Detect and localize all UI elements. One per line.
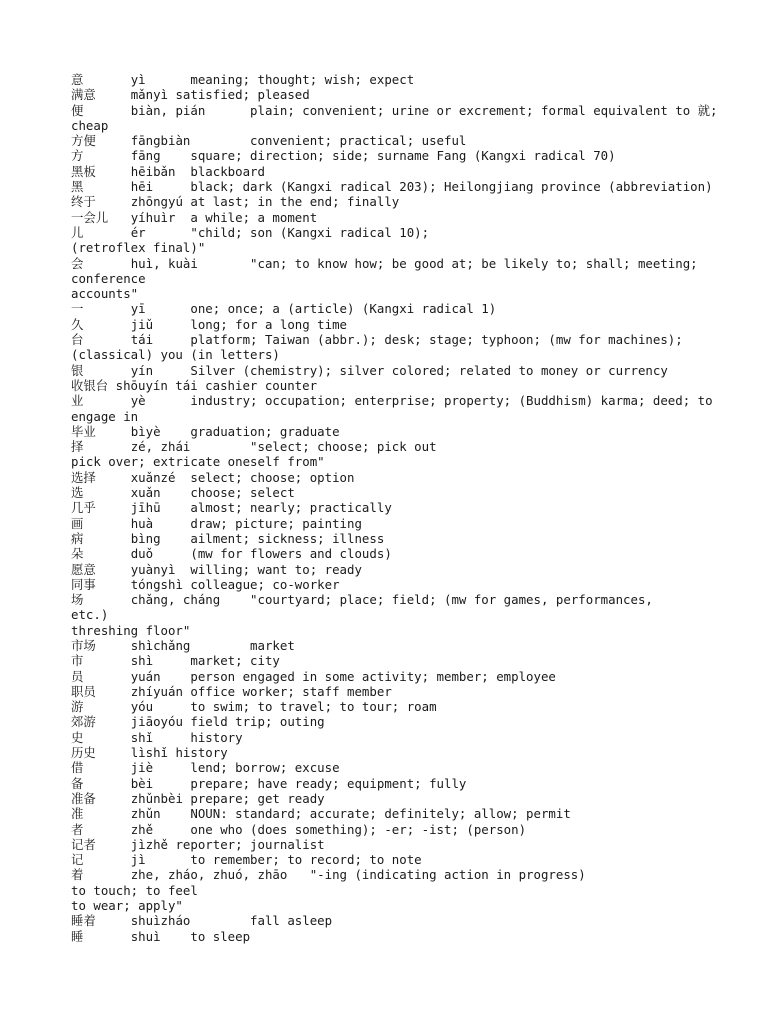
vocab-line: pick over; extricate oneself from" xyxy=(71,454,325,470)
vocab-line: 几乎 jīhū almost; nearly; practically xyxy=(71,500,392,516)
vocab-line: 睡 shuì to sleep xyxy=(71,928,251,944)
vocab-line: 会 huì, kuài "can; to know how; be good at; be likely to; shall; meeting; xyxy=(71,255,698,271)
vocab-line: 病 bìng ailment; sickness; illness xyxy=(71,530,385,546)
vocab-line: 员 yuán person engaged in some activity; member; employee xyxy=(71,668,556,684)
vocab-line: 业 yè industry; occupation; enterprise; property; (Buddhism) karma; deed; to xyxy=(71,393,713,409)
vocab-line: 准备 zhǔnbèi prepare; get ready xyxy=(71,790,325,806)
vocab-line: conference xyxy=(71,270,146,286)
vocab-line: to touch; to feel xyxy=(71,882,198,898)
vocab-line: 郊游 jiāoyóu field trip; outing xyxy=(71,714,325,730)
vocab-line: 黑板 hēibǎn blackboard xyxy=(71,163,265,179)
vocab-line: 备 bèi prepare; have ready; equipment; fully xyxy=(71,775,467,791)
vocab-line: 一 yī one; once; a (article) (Kangxi radical 1) xyxy=(71,301,497,317)
vocab-line: (retroflex final)" xyxy=(71,240,206,256)
vocab-line: 一会儿 yíhuìr a while; a moment xyxy=(71,209,318,225)
vocab-line: 便 biàn, pián plain; convenient; urine or excrement; formal equivalent to 就; xyxy=(71,102,718,118)
vocab-line: 选择 xuǎnzé select; choose; option xyxy=(71,469,355,485)
vocab-line: cheap xyxy=(71,117,109,133)
vocab-line: (classical) you (in letters) xyxy=(71,347,280,363)
vocab-line: 择 zé, zhái "select; choose; pick out xyxy=(71,439,437,455)
vocab-line: 台 tái platform; Taiwan (abbr.); desk; stage; typhoon; (mw for machines); xyxy=(71,332,683,348)
vocab-line: 久 jiǔ long; for a long time xyxy=(71,316,348,332)
vocab-line: 历史 lìshǐ history xyxy=(71,745,228,761)
vocab-line: 画 huà draw; picture; painting xyxy=(71,515,362,531)
vocab-line: 史 shǐ history xyxy=(71,729,243,745)
vocab-line: 毕业 bìyè graduation; graduate xyxy=(71,423,340,439)
vocab-line: 职员 zhíyuán office worker; staff member xyxy=(71,683,392,699)
vocab-line: 准 zhǔn NOUN: standard; accurate; definitely; allow; permit xyxy=(71,806,571,822)
vocab-line: 黑 hēi black; dark (Kangxi radical 203); Heilongjiang province (abbreviation) xyxy=(71,179,713,195)
vocab-line: 者 zhě one who (does something); -er; -ist; (person) xyxy=(71,821,527,837)
vocab-line: 记者 jìzhě reporter; journalist xyxy=(71,836,325,852)
vocab-line: threshing floor" xyxy=(71,622,191,638)
vocab-line: 睡着 shuìzháo fall asleep xyxy=(71,913,333,929)
vocab-line: accounts" xyxy=(71,286,139,302)
vocabulary-list xyxy=(71,72,761,944)
vocab-line: 愿意 yuànyì willing; want to; ready xyxy=(71,561,362,577)
vocab-line: to wear; apply" xyxy=(71,898,183,914)
vocab-line: 儿 ér "child; son (Kangxi radical 10); xyxy=(71,224,430,240)
vocab-line: 意 yì meaning; thought; wish; expect xyxy=(71,72,415,87)
vocab-line: 市 shì market; city xyxy=(71,653,280,669)
vocab-line: 选 xuǎn choose; select xyxy=(71,485,295,501)
vocab-line: 记 jì to remember; to record; to note xyxy=(71,852,422,868)
vocab-line: 终于 zhōngyú at last; in the end; finally xyxy=(71,194,400,210)
vocab-line: 场 chǎng, cháng "courtyard; place; field; (mw for games, performances, xyxy=(71,592,653,608)
vocab-line: 借 jiè lend; borrow; excuse xyxy=(71,760,340,776)
vocab-line: engage in xyxy=(71,408,139,424)
vocab-line: 着 zhe, zháo, zhuó, zhāo "-ing (indicating action in progress) xyxy=(71,867,586,883)
vocab-line: 游 yóu to swim; to travel; to tour; roam xyxy=(71,699,437,715)
vocab-line: 银 yín Silver (chemistry); silver colored; related to money or currency xyxy=(71,362,668,378)
vocab-line: 方 fāng square; direction; side; surname Fang (Kangxi radical 70) xyxy=(71,148,616,164)
vocab-line: 市场 shìchǎng market xyxy=(71,637,295,653)
vocab-line: 朵 duǒ (mw for flowers and clouds) xyxy=(71,546,392,562)
vocab-line: 方便 fāngbiàn convenient; practical; useful xyxy=(71,133,467,149)
vocab-line: 满意 mǎnyì satisfied; pleased xyxy=(71,87,310,103)
vocab-line: etc.) xyxy=(71,607,109,623)
vocab-line: 同事 tóngshì colleague; co-worker xyxy=(71,576,340,592)
vocab-line: 收银台 shōuyín tái cashier counter xyxy=(71,377,318,393)
